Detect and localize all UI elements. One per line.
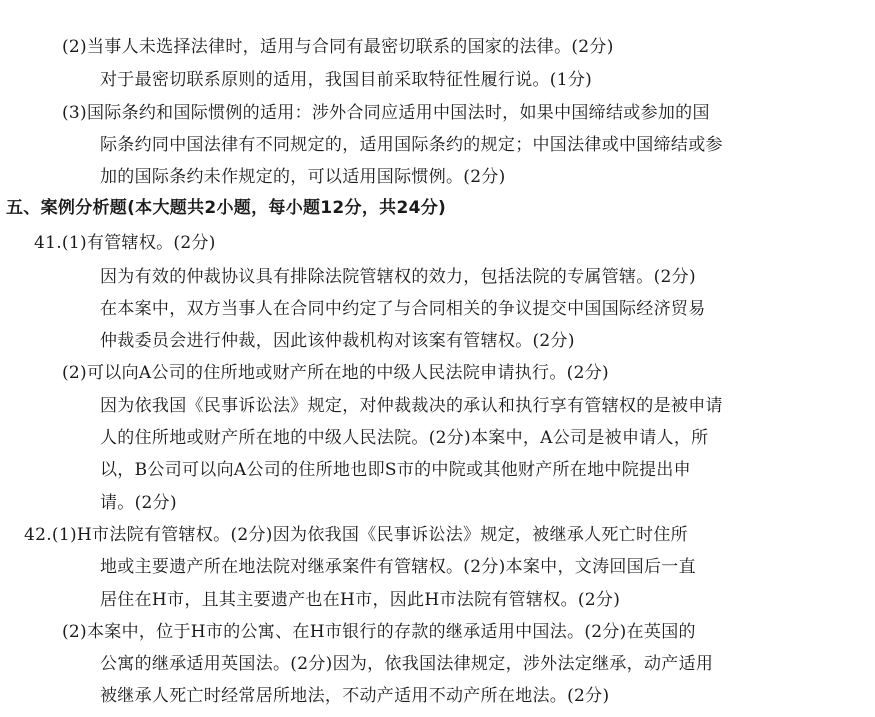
answer-line: 在本案中，双方当事人在合同中约定了与合同相关的争议提交中国国际经济贸易 [100,299,706,319]
answer-line: 请。(2分) [100,493,177,513]
answer-line: 际条约同中国法律有不同规定的，适用国际条约的规定；中国法律或中国缔结或参 [100,135,723,155]
question-42-2: (2)本案中，位于H市的公寓、在H市银行的存款的继承适用中国法。(2分)在英国的 [62,622,696,642]
section-heading: 五、案例分析题(本大题共2小题，每小题12分，共24分) [6,198,447,218]
answer-line: 加的国际条约未作规定的，可以适用国际惯例。(2分) [100,167,506,187]
answer-line: 地或主要遗产所在地法院对继承案件有管辖权。(2分)本案中，文涛回国后一直 [100,557,696,577]
question-41-1: 41.(1)有管辖权。(2分) [34,233,216,253]
answer-line: 居住在H市，且其主要遗产也在H市，因此H市法院有管辖权。(2分) [100,590,621,610]
answer-line: 仲裁委员会进行仲裁，因此该仲裁机构对该案有管辖权。(2分) [100,331,575,351]
answer-line: 因为有效的仲裁协议具有排除法院管辖权的效力，包括法院的专属管辖。(2分) [100,267,696,287]
question-41-2: (2)可以向A公司的住所地或财产所在地的中级人民法院申请执行。(2分) [62,363,609,383]
answer-line: 以，B公司可以向A公司的住所地也即S市的中院或其他财产所在地中院提出申 [100,460,691,480]
answer-line: (2)当事人未选择法律时，适用与合同有最密切联系的国家的法律。(2分) [62,37,614,57]
answer-line: 因为依我国《民事诉讼法》规定，对仲裁裁决的承认和执行享有管辖权的是被申请 [100,396,723,416]
answer-line: 人的住所地或财产所在地的中级人民法院。(2分)本案中，A公司是被申请人，所 [100,428,709,448]
answer-line: 被继承人死亡时经常居所地法，不动产适用不动产所在地法。(2分) [100,686,610,706]
question-42-1: 42.(1)H市法院有管辖权。(2分)因为依我国《民事诉讼法》规定，被继承人死亡时住所 [24,525,688,545]
answer-line: (3)国际条约和国际惯例的适用：涉外合同应适用中国法时，如果中国缔结或参加的国 [62,103,710,123]
answer-line: 公寓的继承适用英国法。(2分)因为，依我国法律规定，涉外法定继承，动产适用 [100,654,714,674]
answer-line: 对于最密切联系原则的适用，我国目前采取特征性履行说。(1分) [100,70,593,90]
